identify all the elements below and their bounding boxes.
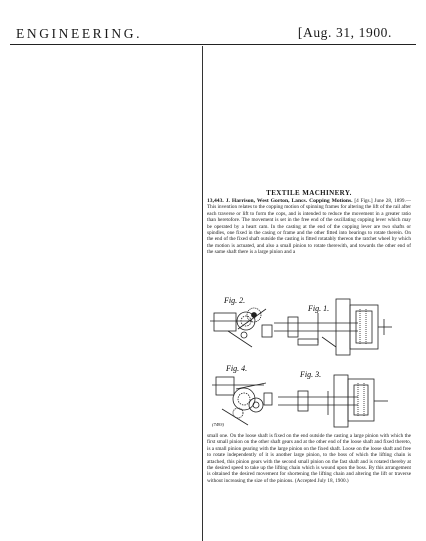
fig1-drawing	[274, 299, 392, 355]
fig1-label: Fig. 1.	[308, 304, 330, 313]
patent-figure	[208, 289, 406, 429]
header-rule	[10, 44, 416, 45]
issue-date: [Aug. 31, 1900.	[297, 25, 392, 40]
fig3-drawing	[278, 375, 388, 427]
section-title: TEXTILE MACHINERY.	[266, 189, 352, 197]
fig3-label: Fig. 3.	[300, 370, 322, 379]
journal-title: ENGINEERING.	[16, 26, 143, 41]
patent-continuation: small one. On the loose shaft is fixed on the end outside the casting a large pinion with which the first small pinion on the other shaft gears and at the other end of the loose shaft and fixed thereto, is a small pinion gearing with the large pinion on the fixed shaft. Loose on the loose shaft and free to rotate independently of it is another large pinion, to the boss of which the lifting chain is attached, this pinion gears with the second small pinion on the fast shaft and is rotated thereby at the desired speed to take up the lifting chain which is wound upon the boss. By this arrangement is obtained the desired movement for shortening the lifting chain and altering the lift or traverse without increasing the size of the pinions. (Accepted July 18, 1900.)	[207, 433, 411, 484]
fig2-drawing	[210, 308, 272, 347]
patent-body: [4 Figs.] June 28, 1899.—This invention relates to the copping motion of spinning frames for altering the lift of the rail after each traverse or lift to form the cops, and is intended to reduce the movement in a greater ratio than heretofore. The movement is set in the free end of the oscillating copping lever which may be operated by a heart cam. In the casting at the end of the copping lever are two shafts or spindles, one fixed in the casing or frame and the other fitted into bearings to rotate therein. On the end of the fixed shaft outside the casting is fitted rotatably thereon the ratchet wheel by which the motion is actuated, and also a small pinion to rotate therewith, and towards the other end of the same shaft there is a large pinion and a	[207, 198, 411, 256]
fig4-label: Fig. 4.	[226, 364, 248, 373]
patent-heading: 13,443. J. Harrison, West Gorton, Lancs. Copping Motions.	[207, 198, 353, 204]
fig4-drawing	[212, 377, 272, 425]
column-divider	[202, 46, 203, 541]
page-header	[0, 0, 426, 40]
figure-code: (7493)	[212, 422, 224, 427]
fig2-label: Fig. 2.	[224, 296, 246, 305]
patent-entry	[207, 198, 411, 256]
